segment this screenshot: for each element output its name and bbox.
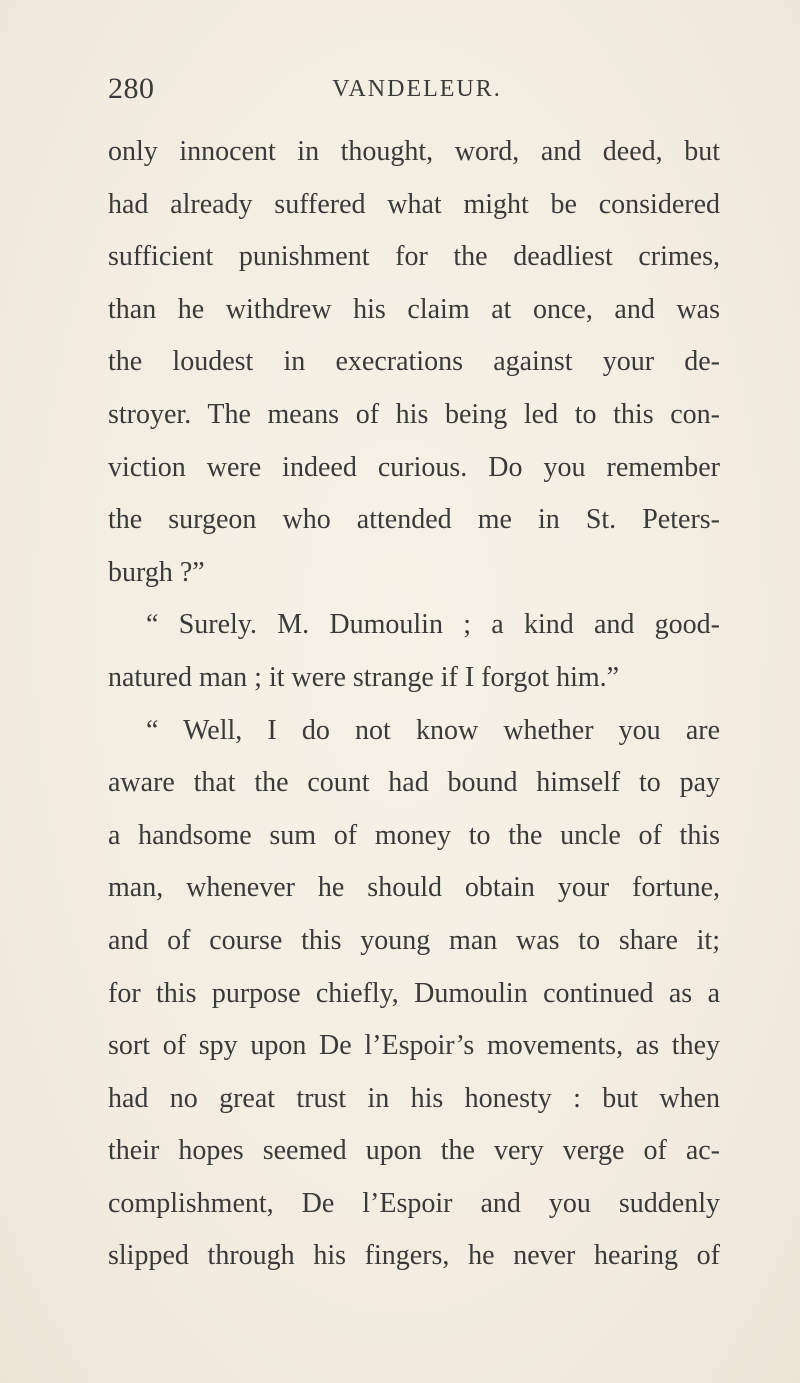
body-text [108,133,720,1290]
running-head: VANDELEUR. [332,76,502,102]
text-line: stroyer. The means of his being led to this con- [108,398,720,430]
text-line: and of course this young man was to share it; [108,924,720,956]
text-line: complishment, De l’Espoir and you suddenly [108,1187,720,1219]
text-line: aware that the count had bound himself to pay [108,767,720,799]
text-line: had no great trust in his honesty : but when [108,1082,720,1114]
page-header [108,72,720,112]
text-line: only innocent in thought, word, and deed, but [108,136,720,167]
text-line: their hopes seemed upon the very verge of ac- [108,1135,720,1167]
text-line: sort of spy upon De l’Espoir’s movements, as they [108,1030,720,1062]
text-line: the surgeon who attended me in St. Peters- [108,504,720,536]
text-line: slipped through his fingers, he never hearing of [108,1240,720,1272]
text-line: natured man ; it were strange if I forgot him.” [108,661,620,693]
text-line: viction were indeed curious. Do you remember [108,451,720,483]
page-number: 280 [108,72,155,105]
text-line: than he withdrew his claim at once, and was [108,293,720,325]
text-line: “ Surely. M. Dumoulin ; a kind and good- [146,609,720,641]
text-line: sufficient punishment for the deadliest crimes, [108,241,720,273]
text-line: for this purpose chiefly, Dumoulin continued as a [108,977,720,1009]
text-line: burgh ?” [108,556,205,588]
text-line: had already suffered what might be considered [108,188,720,220]
text-line: a handsome sum of money to the uncle of this [108,819,720,851]
text-line: “ Well, I do not know whether you are [146,714,720,746]
text-line: the loudest in execrations against your de- [108,346,720,378]
text-line: man, whenever he should obtain your fortune, [108,872,720,904]
